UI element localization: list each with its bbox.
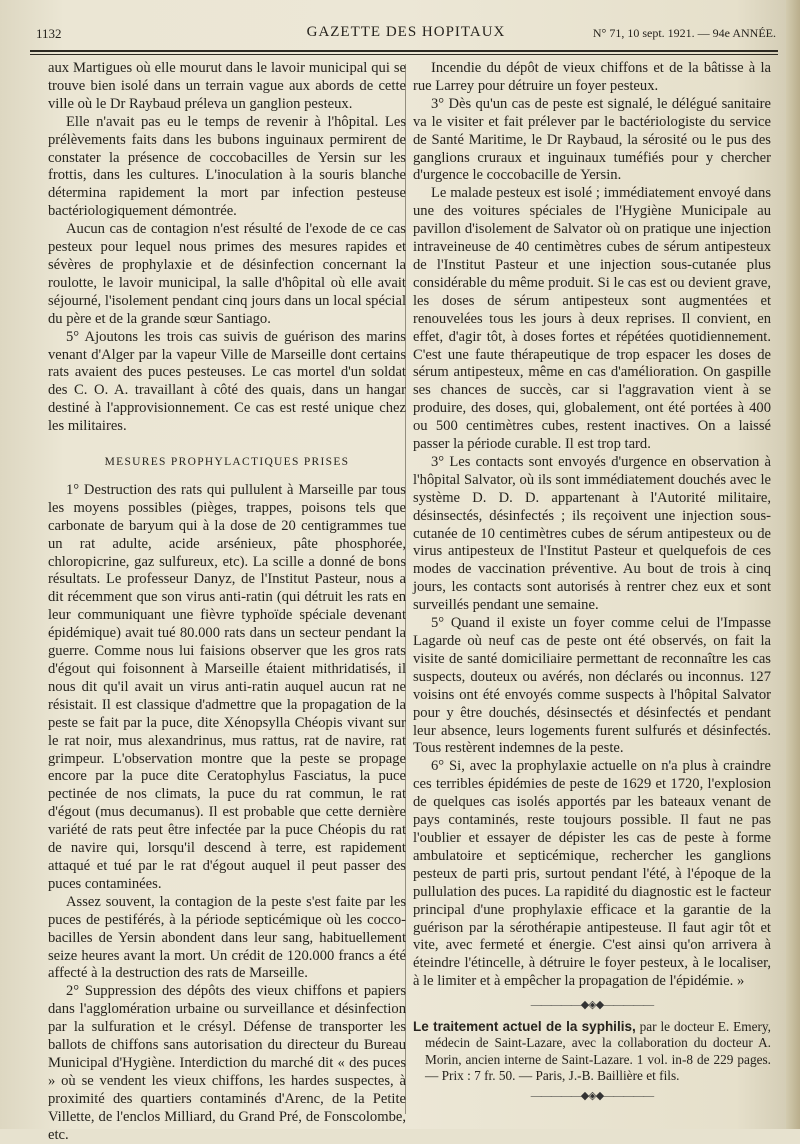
- bibliography-text: par le docteur E. Emery, médecin de Saint-Lazare, avec la collaboration du docteur A. Morin, ancien interne de Saint-Lazare. 1 vol. in-8 de 229 pages. — Prix : 7 fr. 50. — Paris, J.-B. Baillière et fils.: [425, 1019, 772, 1083]
- paragraph: Assez souvent, la contagion de la peste s'est faite par les puces de pestiférés, à la période septicémique où les cocco-bacilles de Yersin abondent dans leur sang, habituellement seize heures avant la mort. Un crédit de 120.000 francs a été affecté à la destruction des rats de Marseille.: [48, 893, 406, 982]
- ornament-divider-end: —————◆◈◆—————: [530, 1090, 654, 1103]
- journal-title: GAZETTE DES HOPITAUX: [306, 24, 506, 40]
- paragraph: 3° Dès qu'un cas de peste est signalé, le délégué sanitaire va le visiter et fait prélever par le bactériologiste du service de Santé Maritime, le Dr Raybaud, la sérosité ou le pus des ganglions cruraux et inguinaux tuméfiés pour y chercher d'urgence le coccobacille de Yersin.: [413, 95, 771, 184]
- paragraph: Le malade pesteux est isolé ; immédiatement envoyé dans une des voitures spéciales de l'Hygiène Municipale au pavillon d'isolement de Salvator où on pratique une injection intraveineuse de 40 centimètres cubes de sérum antipesteux de l'Institut Pasteur et une injection sous-cutanée plus considérable du même produit. Si le cas est ou devient grave, les doses de sérum antipesteux sont augmentées et renouvelées tous les jours à deux reprises. Il convient, en effet, d'agir tôt, à doses fortes et répétées quotidiennement. C'est une faute thérapeutique de trop espacer les doses de sérum antipesteux, même en cas d'amélioration. On gaspille ses chances de succès, car si l'aggravation vient à se produire, des doses, qui, globalement, ont été portées à 400 ou 500 centimètres cubes, restent inactives. On a laissé passer la période curable. Il est trop tard.: [413, 185, 771, 453]
- paragraph: 5° Quand il existe un foyer comme celui de l'Impasse Lagarde où neuf cas de peste ont été observés, on fait la visite de santé domiciliaire permettant de reconnaître les cas suspects, douteux ou avérés, non déclarés ou inconnus. 127 voisins ont été envoyés comme suspects à l'hôpital Salvator pour y être douchés, désinsectés et désinfectés et pendant leur absence, leurs logements furent sulfurés et désinfectés. Tous restèrent indemnes de la peste.: [413, 615, 771, 757]
- paragraph: Elle n'avait pas eu le temps de revenir à l'hôpital. Les prélèvements faits dans les bubons inguinaux permirent de constater la présence de coccobacilles de Yersin sur les frottis, dans les cultures. L'inoculation à la souris blanche détermina rapidement la mort par infection pesteuse bactériologiquement démontrée.: [48, 113, 406, 220]
- paragraph: 5° Ajoutons les trois cas suivis de guérison des marins venant d'Alger par la vapeur Ville de Marseille dont certains rats avaient des puces pesteuses. Le cas mortel d'un soldat des C. O. A. travaillant à côté des quais, dans un hangar destiné à l'approvisionnement. Ce cas est resté unique chez les militaires.: [48, 328, 406, 435]
- paragraph: 3° Les contacts sont envoyés d'urgence en observation à l'hôpital Salvator, où ils sont immédiatement douchés avec le système D. D. D. appartenant à l'Autorité militaire, désinsectés, désinfectés ; ils reçoivent une injection sous-cutanée de 10 centimètres cubes de sérum antipesteux ou de virus antipesteux de l'Institut Pasteur et quelquefois de ces modes de vaccination préventive. Au bout de trois à cinq jours, les contacts sont autorisés à rentrer chez eux et sont surveillés pendant une semaine.: [413, 453, 771, 614]
- ornament-divider: —————◆◈◆—————: [530, 999, 654, 1012]
- issue-info: N° 71, 10 sept. 1921. — 94e ANNÉE.: [592, 26, 776, 40]
- page-edge: [786, 0, 800, 1129]
- header-rule: [30, 50, 778, 52]
- right-column: [413, 60, 771, 1106]
- paragraph: 1° Destruction des rats qui pullulent à Marseille par tous les moyens possibles (pièges, trappes, poisons tels que carbonate de baryum qui à la dose de 20 centigrammes tue un rat adulte, acide arsénieux, pâte phosphorée, chloropicrine, gaz sulfureux, etc). La scille a donné de bons résultats. Le professeur Danyz, de l'Institut Pasteur, nous a dit récemment que son virus anti-ratin (qui détruit les rats en leur communiquant une fièvre typhoïde spéciale devenant épidémique) avait tué 80.000 rats dans un secteur pendant la guerre. Comme nous lui faisions observer que les gros rats d'égout qui foisonnent à Marseille étaient mithridatisés, il nous dit qu'il avait un virus anti-ratin auquel aucun rat ne résistait. Il est classique d'admettre que la propagation de la peste se fait par la puce, dite Xénopsylla Chéopis vivant sur le rat noir, mus alexandrinus, mus rattus, rat de navire, rat grimpeur. L'observation montre que la peste se propage encore par la puce dite Ceratophylus Fasciatus, la puce pectinée de nos climats, la puce du rat commun, le rat d'égout (mus decumanus). Il est probable que cette dernière variété de rats peut être infectée par la puce Chéopis du rat de navire qui, lorsqu'il descend à terre, est rapidement attaqué et tué par le rat d'égout auquel il peut passer des puces contaminées.: [48, 481, 406, 892]
- page-header: [36, 22, 776, 44]
- header-rule-thin: [30, 54, 778, 55]
- page-number: 1132: [36, 26, 62, 41]
- left-column: [48, 60, 406, 1144]
- bibliography-title: Le traitement actuel de la syphilis,: [413, 1019, 636, 1035]
- paragraph: aux Martigues où elle mourut dans le lavoir municipal qui se trouve bien isolé dans un terrain vague aux abords de cette ville où le Dr Raybaud préleva un ganglion pesteux.: [48, 60, 406, 112]
- paragraph: 6° Si, avec la prophylaxie actuelle on n'a plus à craindre ces terribles épidémies de peste de 1629 et 1720, l'explosion de quelques cas isolés apportés par les bateaux venant de pays contaminés, reste toujours possible. Il faut ne pas l'oublier et essayer de dépister les cas de peste à forme ambulatoire et septicémique, rechercher les ganglions pesteux de parti pris, surtout pendant l'été, à l'époque de la pullulation des puces. La rapidité du diagnostic est le facteur principal d'une prophylaxie efficace et la garantie de la guérison par la sérothérapie antipesteuse. Il faut agir tôt et vite, avec fermeté et énergie. C'est ainsi qu'on arrivera à éteindre l'étincelle, à détruire le foyer pesteux, à le localiser, à le limiter et à empêcher la propagation de l'épidémie. »: [413, 758, 771, 990]
- paragraph: 2° Suppression des dépôts des vieux chiffons et papiers dans l'agglomération urbaine ou surveillance et désinfection par la sulfuration et le crésyl. Défense de transporter les ballots de chiffons sans autorisation du directeur du Bureau Municipal d'Hygiène. Interdiction du marché dit « des puces » où se vendent les vieux chiffons, les hardes suspectes, à proximité des quartiers contaminés d'Arenc, de la Petite Villette, de l'enclos Milliard, du Grand Pré, de Fonscolombe, etc.: [48, 983, 406, 1143]
- paragraph: Incendie du dépôt de vieux chiffons et de la bâtisse à la rue Larrey pour détruire un foyer pesteux.: [413, 60, 771, 94]
- paragraph: Aucun cas de contagion n'est résulté de l'exode de ce cas pesteux pour lequel nous primes des mesures rapides et sévères de prophylaxie et de désinfection concernant la roulotte, le lavoir municipal, la salle d'hôpital où elle avait séjourné, l'isolement pendant cinq jours dans un local spécial du père et de la grande sœur Santiago.: [48, 221, 406, 327]
- section-heading: MESURES PROPHYLACTIQUES PRISES: [104, 456, 350, 469]
- bibliography-entry: [413, 1019, 771, 1084]
